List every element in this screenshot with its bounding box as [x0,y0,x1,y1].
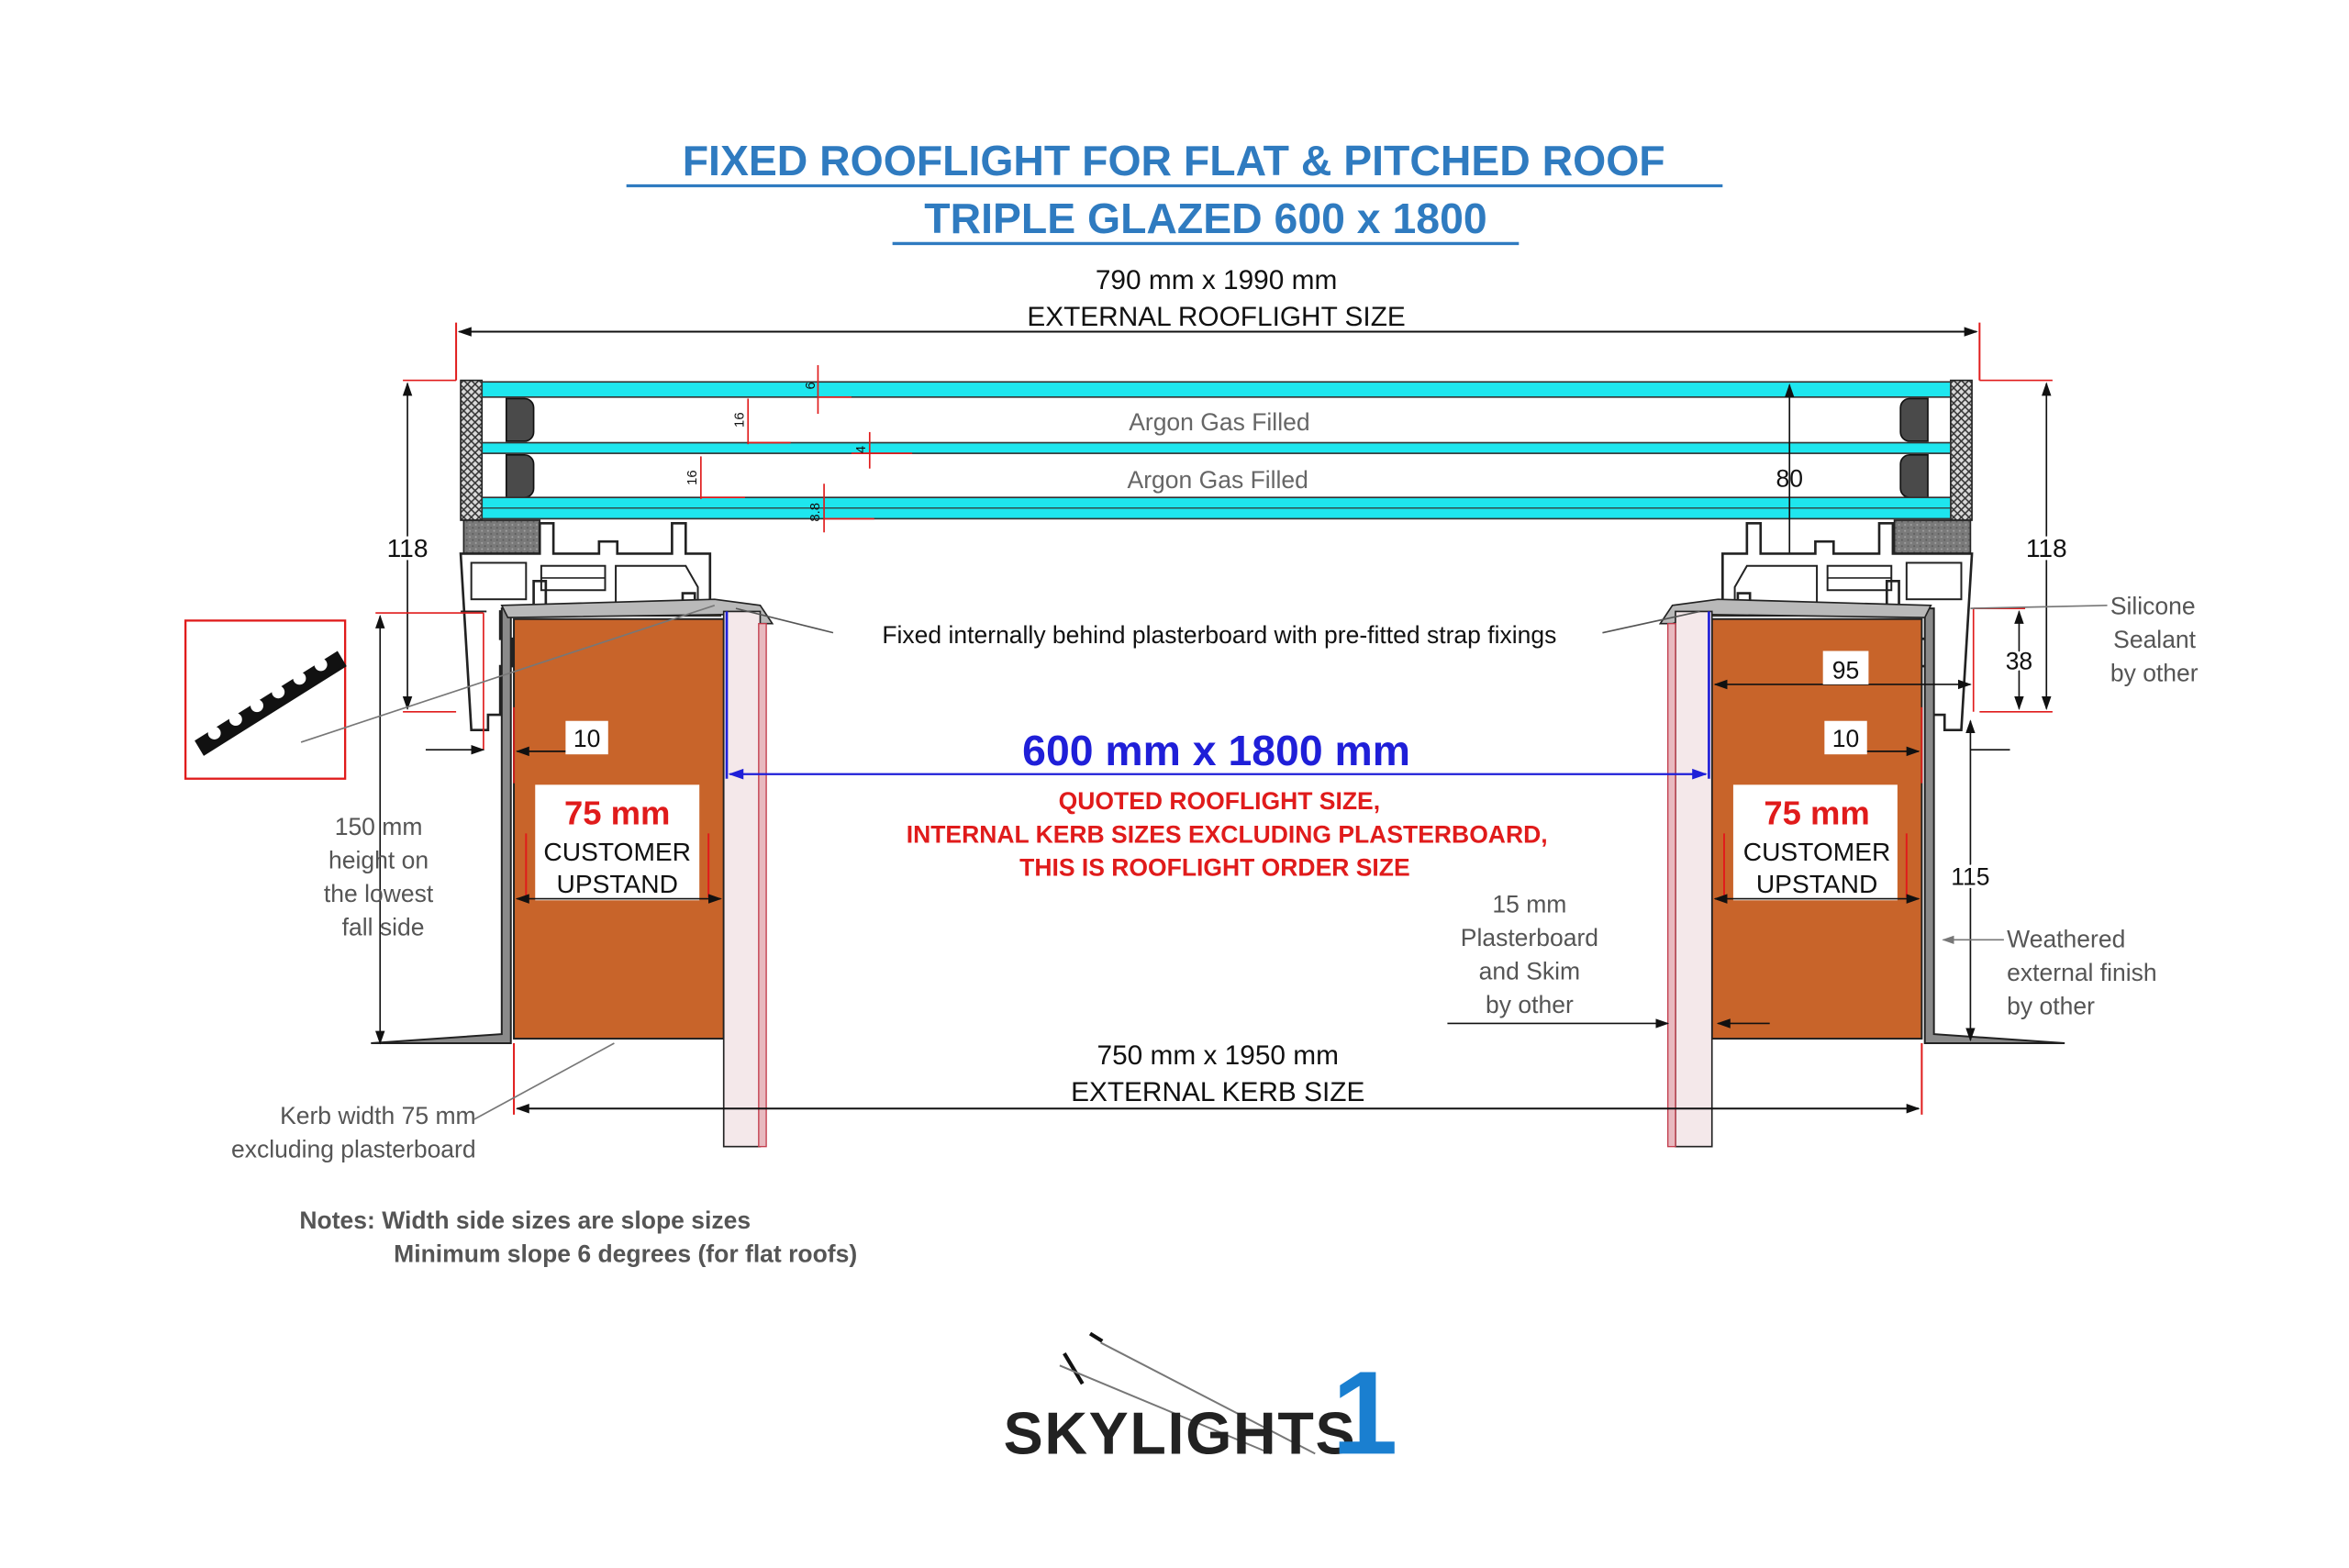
kerb-inset-left: 10 [573,724,601,752]
kerb-width-line-1: Kerb width 75 mm [280,1101,476,1129]
pane-middle-thickness: 4 [853,445,869,454]
kerb-width-note [231,1043,614,1162]
upstand-left-value: 75 mm [563,794,671,832]
pane-bottom-thickness: 8.8 [808,502,824,522]
seal-depth-label: 38 [2005,647,2033,675]
external-rooflight-label: EXTERNAL ROOFLIGHT SIZE [1027,301,1406,332]
kerb-inset-right: 10 [1831,724,1860,752]
quoted-size-value: 600 mm x 1800 mm [1022,726,1410,774]
plasterboard-line-4: by other [1486,990,1574,1018]
external-rooflight-size: 790 mm x 1990 mm [1095,265,1338,296]
kerb-height-right: 115 [1951,862,1990,891]
upstand-right-value: 75 mm [1764,794,1870,832]
kerb-width-line-2: excluding plasterboard [230,1135,476,1163]
notes-line-1: Notes: Width side sizes are slope sizes [299,1207,751,1235]
upstand-left-line2: UPSTAND [556,869,678,898]
external-kerb-label: EXTERNAL KERB SIZE [1071,1076,1365,1107]
title-line-1: FIXED ROOFLIGHT FOR FLAT & PITCHED ROOF [682,136,1665,184]
weather-line-3: by other [2007,992,2095,1020]
pane-top-thickness: 6 [804,382,819,390]
plasterboard-line-1: 15 mm [1492,890,1567,918]
external-kerb-size: 750 mm x 1950 mm [1097,1040,1339,1072]
weather-finish-note [1943,926,2157,1020]
upstand-right-line1: CUSTOMER [1742,838,1891,867]
upstand-right-line2: UPSTAND [1755,869,1878,898]
edge-seal-right [1951,381,1972,520]
weather-line-2: external finish [2007,959,2157,987]
plasterboard-line-2: Plasterboard [1460,923,1599,951]
silicone-line-2: Sealant [2113,626,2197,654]
quoted-size-dimension [729,727,1706,882]
weather-line-1: Weathered [2007,925,2126,953]
quoted-size-line-3: THIS IS ROOFLIGHT ORDER SIZE [1019,853,1410,882]
upstand-left-line1: CUSTOMER [543,838,692,867]
external-rooflight-dimension [456,265,1979,380]
silicone-note [1970,593,2198,687]
plasterboard-left [724,611,761,1146]
glass-pane-top [482,382,1951,397]
silicone-line-1: Silicone [2110,592,2196,620]
argon-label-bottom: Argon Gas Filled [1127,466,1308,495]
glass-depth-label: 80 [1776,464,1803,493]
argon-label-top: Argon Gas Filled [1129,408,1310,437]
notes [299,1207,857,1267]
fall-note-line-3: the lowest [323,879,434,907]
glass-pane-middle [482,443,1951,454]
notes-line-2: Minimum slope 6 degrees (for flat roofs) [394,1240,858,1268]
cavity-top-size: 16 [732,412,748,428]
fixing-note [736,608,1700,649]
diagram-title [627,137,1723,244]
title-line-2: TRIPLE GLAZED 600 x 1800 [924,194,1487,242]
plasterboard-line-3: and Skim [1478,957,1581,985]
frame-overlap-label: 95 [1831,656,1860,684]
left-frame-assembly [371,381,772,1147]
unit-height-right: 118 [2025,533,2067,562]
edge-seal-left [461,381,482,520]
fall-height-note [324,813,434,940]
right-frame-assembly [1660,381,2066,1147]
fall-note-line-2: height on [328,846,429,874]
plasterboard-right [1675,611,1712,1146]
cavity-bottom-size: 16 [685,470,700,485]
skylights-logo [1004,1333,1398,1479]
unit-height-left: 118 [386,533,429,562]
fall-note-line-1: 150 mm [334,813,423,841]
silicone-line-3: by other [2110,659,2199,687]
fixing-note-text: Fixed internally behind plasterboard with pre-fitted strap fixings [882,621,1557,650]
quoted-size-line-1: QUOTED ROOFLIGHT SIZE, [1058,786,1381,815]
logo-text: SKYLIGHTS [1003,1400,1357,1467]
logo-numeral: 1 [1331,1347,1398,1480]
fall-note-line-4: fall side [341,913,425,941]
quoted-size-line-2: INTERNAL KERB SIZES EXCLUDING PLASTERBOARD, [906,820,1548,849]
